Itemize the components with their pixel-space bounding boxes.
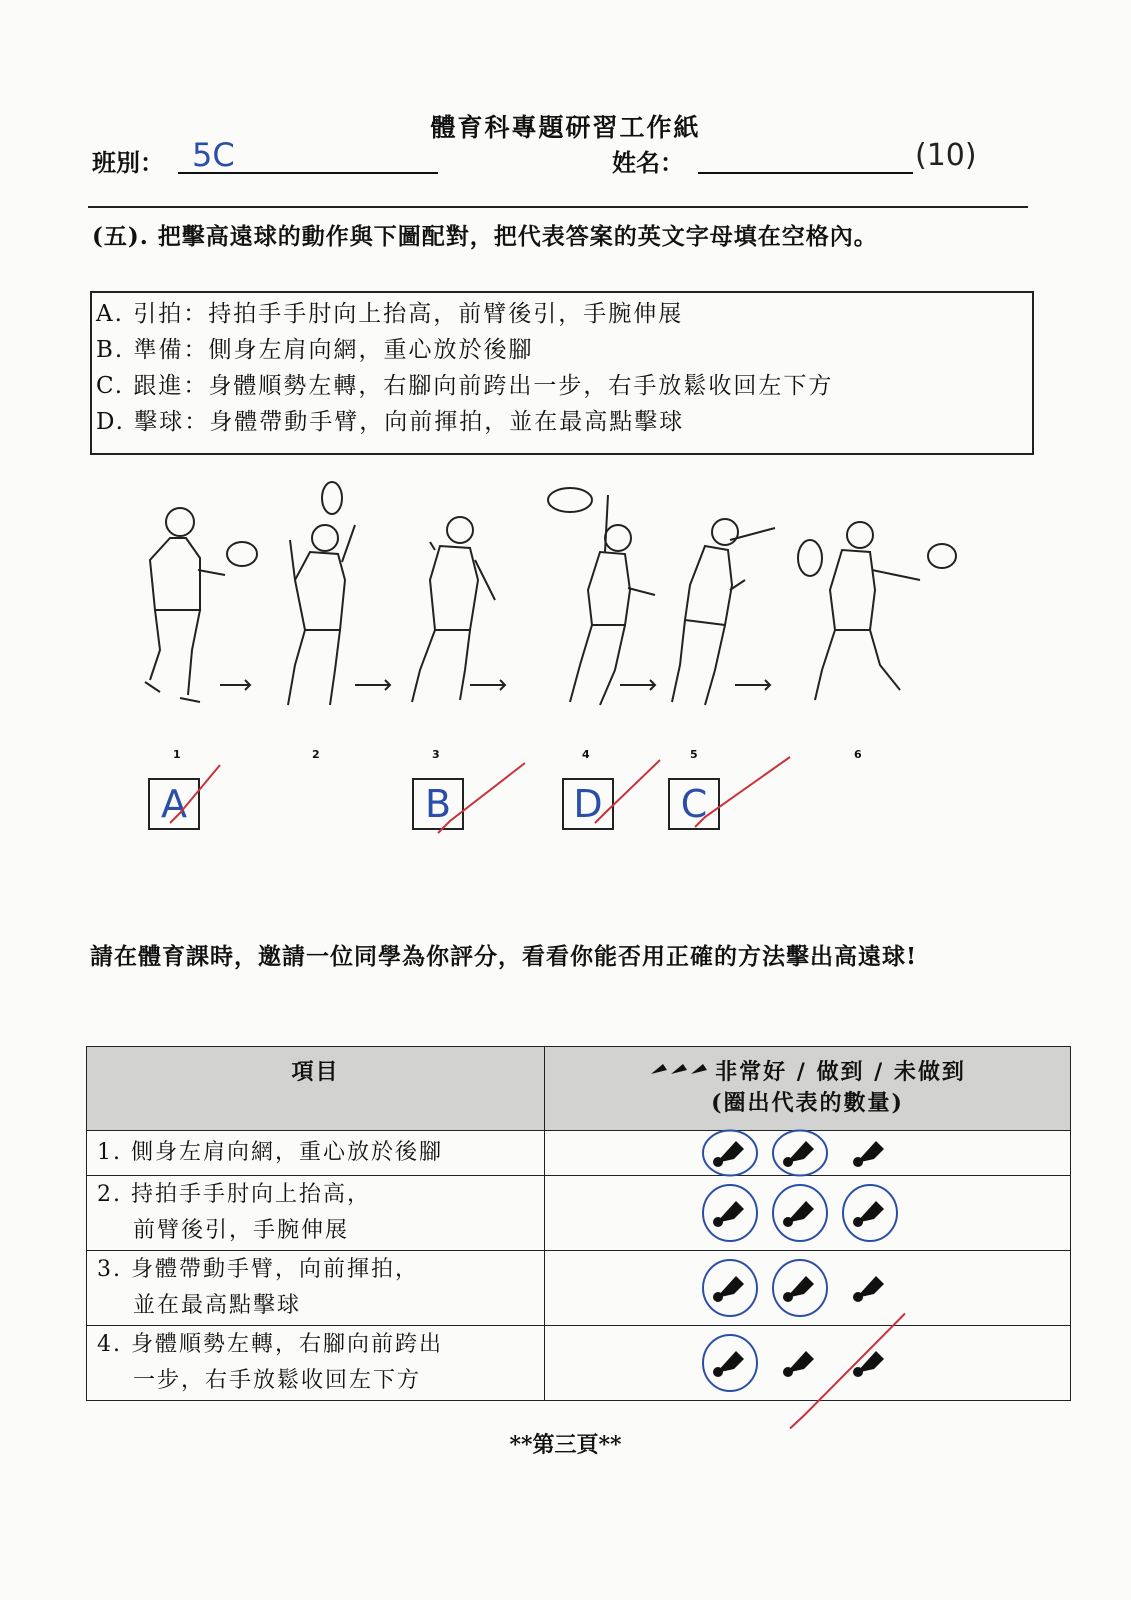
answer-box-5[interactable]: C [668,778,720,830]
table-row [87,1326,1071,1401]
option-b: B. 準備：側身左肩向網，重心放於後腳 [96,337,534,363]
row-item-text [87,1131,545,1176]
player-figure-2 [288,482,355,705]
name-field-line[interactable] [698,172,913,174]
player-figure-1 [145,508,257,702]
player-figure-6 [815,522,956,700]
class-value[interactable]: 5C [192,136,235,174]
row-rating-cell[interactable] [545,1131,1071,1176]
row-line-1: 4. 身體順勢左轉，右腳向前跨出 [97,1332,443,1357]
row-line-1: 3. 身體帶動手臂，向前揮拍， [97,1257,419,1282]
figure-number-1: 1 [173,748,181,761]
arrow-icon [735,680,770,690]
checkmark-icon [695,757,790,827]
answer-box-1[interactable]: A [148,778,200,830]
rating-scale-text: 非常好 / 做到 / 未做到 [715,1059,966,1085]
row-item-text [87,1251,545,1326]
options-box [90,291,1034,455]
header-rating [545,1047,1071,1131]
header-item: 項目 [87,1047,545,1131]
row-rating-cell[interactable] [545,1251,1071,1326]
arrow-icon [470,680,505,690]
rating-instruction: (圈出代表的數量) [711,1090,904,1116]
player-figure-5 [672,519,822,705]
option-c: C. 跟進：身體順勢左轉，右腳向前跨出一步，右手放鬆收回左下方 [96,373,834,399]
class-label: 班別： [92,148,164,177]
row-line-1: 2. 持拍手手肘向上抬高， [97,1182,371,1207]
player-figure-3 [412,517,495,702]
option-d: D. 擊球：身體帶動手臂，向前揮拍，並在最高點擊球 [96,409,685,435]
arrow-icon [220,680,250,690]
table-header-row [87,1047,1071,1131]
figure-number-5: 5 [690,748,698,761]
figure-number-6: 6 [854,748,862,761]
page-footer: **第三頁** [509,1432,622,1458]
name-label: 姓名： [612,148,684,177]
worksheet-title: 體育科專題研習工作紙 [430,113,701,142]
figure-number-2: 2 [312,748,320,761]
row-line-2: 前臂後引，手腕伸展 [133,1218,350,1243]
assessment-table [86,1046,1071,1401]
player-figure-4 [548,488,655,705]
row-item-text [87,1176,545,1251]
row-rating-cell[interactable] [545,1176,1071,1251]
badminton-sequence-illustration [130,480,1000,730]
row-item-text [87,1326,545,1401]
table-row [87,1131,1071,1176]
figure-number-4: 4 [582,748,590,761]
row-line-2: 一步，右手放鬆收回左下方 [133,1368,422,1393]
score: (10) [915,138,977,173]
checkmark-icon [595,760,660,823]
row-line-2: 並在最高點擊球 [133,1293,302,1318]
grading-marks [140,755,820,855]
answer-box-3[interactable]: B [412,778,464,830]
question-text: (五). 把擊高遠球的動作與下圖配對，把代表答案的英文字母填在空格內。 [92,223,878,250]
row-rating-cell[interactable] [545,1326,1071,1401]
shuttlecock-icon [649,1058,709,1084]
peer-assessment-instruction: 請在體育課時，邀請一位同學為你評分，看看你能否用正確的方法擊出高遠球! [90,943,918,970]
checkmark-icon [438,763,525,833]
table-row [87,1176,1071,1251]
checkmark-icon [170,765,220,823]
arrow-icon [355,680,390,690]
row-line-1: 1. 側身左肩向網，重心放於後腳 [97,1140,443,1165]
header-divider [88,206,1028,208]
arrow-icon [620,680,655,690]
answer-box-4[interactable]: D [562,778,614,830]
figure-number-3: 3 [432,748,440,761]
table-row [87,1251,1071,1326]
option-a: A. 引拍：持拍手手肘向上抬高，前臂後引，手腕伸展 [96,301,684,327]
